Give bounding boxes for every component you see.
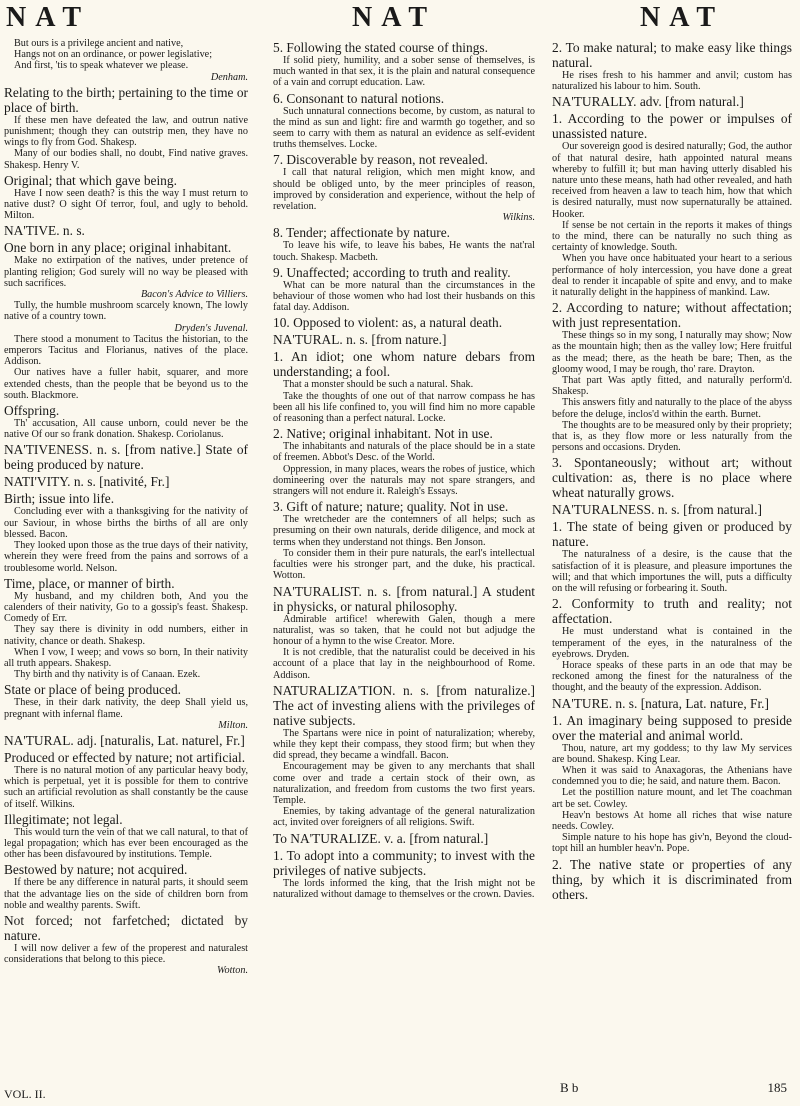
dictionary-definition: Illegitimate; not legal.	[4, 811, 123, 827]
quotation: Make no extirpation of the natives, under pretence of planting religion; God surely will no way be pleased with such sacrifices.	[4, 255, 248, 289]
dictionary-definition: NATURALIZA'TION. n. s. [from naturalize.] The act of investing aliens with the privileges of native subjects.	[273, 682, 535, 728]
dictionary-definition: 1. To adopt into a community; to invest with the privileges of native subjects.	[273, 847, 535, 878]
quotation: The lords informed the king, that the Irish might not be naturalized without damage to themselves or the crown. Davies.	[273, 877, 535, 900]
quotation: Encouragement may be given to any merchants that shall come over and trade a certain stock of their own, as naturalization, and freedom from customs the two first years. Temple.	[273, 761, 535, 806]
quotation: To leave his wife, to leave his babes, He wants the nat'ral touch. Shakesp. Macbeth.	[273, 240, 535, 263]
quotation: That a monster should be such a natural. Shak.	[283, 379, 474, 391]
dictionary-definition: NA'TIVENESS. n. s. [from native.] State of being produced by nature.	[4, 442, 248, 473]
quotation: Concluding ever with a thanksgiving for the nativity of our Saviour, in whose births the births of all are only blessed. Bacon.	[4, 506, 248, 540]
quotation: The inhabitants and naturals of the place should be in a state of freemen. Abbot's Desc. of the World.	[273, 441, 535, 464]
column-left	[4, 38, 248, 1098]
quotation: The thoughts are to be measured only by their propriety; that is, as they flow more or less naturally from the persons and occasions. Dryden.	[552, 419, 792, 454]
quotation: There is no natural motion of any particular heavy body, which is perpetual, yet it is possible for them to contrive such an artificial revolution as shall constantly be the cause of itself. Wilkins.	[4, 764, 248, 810]
dictionary-definition: NA'TIVE. n. s.	[4, 223, 85, 239]
dictionary-definition: 1. An idiot; one whom nature debars from understanding; a fool.	[273, 349, 535, 380]
dictionary-definition: To NA'TURALIZE. v. a. [from natural.]	[273, 830, 489, 846]
quotation: If there be any difference in natural parts, it should seem that the advantage lies on the side of children born from noble and wealthy parents. Swift.	[4, 877, 248, 911]
dictionary-definition: Birth; issue into life.	[4, 491, 115, 507]
dictionary-definition: Time, place, or manner of birth.	[4, 575, 175, 591]
dictionary-definition: 1. According to the power or impulses of unassisted nature.	[552, 111, 792, 142]
quotation: These things so in my song, I naturally may show; Now as the mountain high; then as the valley low; Here fruitful as the mead; there, as the heath be bare; Then, as the gloomy wood, I may be rough, tho' rare. Drayton.	[552, 330, 792, 375]
quotation: If these men have defeated the law, and outrun native punishment; though they can outstrip men, they have no wings to fly from God. Shakesp.	[4, 114, 248, 149]
quotation: I call that natural religion, which men might know, and should be obliged unto, by the meer principles of reason, improved by consideration and experience, without the help of revelation.	[273, 167, 535, 213]
quotation: He must understand what is contained in the temperament of the eyes, in the naturalness of the eyebrows. Dryden.	[552, 626, 792, 660]
dictionary-definition: 2. Conformity to truth and reality; not affectation.	[552, 596, 792, 627]
dictionary-definition: Relating to the birth; pertaining to the time or place of birth.	[4, 84, 248, 115]
quotation: Heav'n bestows At home all riches that wise nature needs. Cowley.	[552, 809, 792, 832]
quotation: Th' accusation, All cause unborn, could never be the native Of our so frank donation. Shakesp. Coriolanus.	[4, 418, 248, 441]
header-word-middle: NAT	[352, 2, 437, 33]
quotation: Enemies, by taking advantage of the general naturalization act, invited over foreigners of all religions. Swift.	[273, 806, 535, 829]
signature-mark: B b	[560, 1080, 579, 1095]
dictionary-definition: 3. Gift of nature; nature; quality. Not in use.	[273, 499, 509, 515]
dictionary-definition: 8. Tender; affectionate by nature.	[273, 225, 451, 241]
quotation: They looked upon those as the true days of their nativity, wherein they were freed from the pains and sorrows of a troublesome world. Nelson.	[4, 540, 248, 574]
quotation: That part Was aptly fitted, and naturally perform'd. Shakesp.	[552, 375, 792, 398]
quotation: Many of our bodies shall, no doubt, Find native graves. Shakesp. Henry V.	[4, 148, 248, 171]
dictionary-definition: State or place of being produced.	[4, 682, 181, 698]
quotation: Take the thoughts of one out of that narrow compass he has been all his life confined to, you will find him no more capable of reasoning than a perfect natural. Locke.	[273, 390, 535, 425]
quotation: This answers fitly and naturally to the place of the abyss before the deluge, inclos'd within the earth. Burnet.	[552, 397, 792, 420]
dictionary-definition: 10. Opposed to violent: as, a natural death.	[273, 315, 503, 331]
dictionary-definition: Original; that which gave being.	[4, 172, 177, 188]
dictionary-definition: NA'TURAL. adj. [naturalis, Lat. naturel, Fr.]	[4, 732, 245, 748]
dictionary-definition: NA'TURE. n. s. [natura, Lat. nature, Fr.]	[552, 695, 769, 711]
quotation: Our natives have a fuller habit, squarer, and more extended chests, than the people that be beyond us to the south. Blackmore.	[4, 367, 248, 401]
quotation: The Spartans were nice in point of naturalization; whereby, while they kept their compass, they stood firm; but when they did spread, they became a windfall. Bacon.	[273, 727, 535, 762]
quotation: If solid piety, humility, and a sober sense of themselves, is much wanted in that sex, it is the plain and natural consequence of a vain and corrupt education. Law.	[273, 55, 535, 89]
quotation: Our sovereign good is desired naturally; God, the author of that natural desire, hath appointed natural means whereby to fulfill it; but man having utterly disabled his nature unto these means, hath had other revealed, and hath received from heaven a law to teach him, how that which is desired naturally, must now supernaturally be attained. Hooker.	[552, 141, 792, 220]
quotation: When it was said to Anaxagoras, the Athenians have condemned you to die; he said, and nature them. Bacon.	[552, 764, 792, 788]
quotation: If sense be not certain in the reports it makes of things to the mind, there can be naturally no such thing as certainty of knowledge. South.	[552, 219, 792, 254]
quotation: But ours is a privilege ancient and native,	[14, 38, 184, 49]
quotation: Horace speaks of these parts in an ode that may be reckoned among the finest for the naturalness of the thought, and the beauty of the expression. Addison.	[552, 659, 792, 694]
quotation: I will now deliver a few of the properest and naturalest considerations that belong to this piece.	[4, 942, 248, 966]
header-word-right: NAT	[640, 2, 725, 33]
column-middle	[273, 38, 535, 1098]
column-right	[552, 38, 792, 1098]
dictionary-definition: Produced or effected by nature; not artificial.	[4, 749, 246, 765]
page-number: 185	[767, 1080, 787, 1095]
header-word-left: NAT	[6, 2, 91, 33]
quotation: Oppression, in many places, wears the robes of justice, which domineering over the naturals may not spare strangers, and strangers will not endure it. Raleigh's Essays.	[273, 463, 535, 498]
quotation: The naturalness of a desire, is the cause that the satisfaction of it is pleasure, and pleasure importunes the will; and that which importunes the will, puts a difficulty on the will refusing or forbearing it. South.	[552, 549, 792, 595]
quotation: Tully, the humble mushroom scarcely known, The lowly native of a country town.	[4, 300, 248, 323]
dictionary-definition: NA'TURALLY. adv. [from natural.]	[552, 94, 744, 110]
quotation: Hangs not on an ordinance, or power legislative;	[14, 49, 213, 61]
dictionary-definition: Not forced; not farfetched; dictated by nature.	[4, 912, 248, 943]
quotation: Let the postillion nature mount, and let The coachman art be set. Cowley.	[552, 787, 792, 810]
quotation-source: Milton.	[218, 719, 248, 731]
dictionary-definition: NA'TURALIST. n. s. [from natural.] A student in physicks, or natural philosophy.	[273, 583, 535, 614]
quotation-source: Dryden's Juvenal.	[174, 322, 248, 334]
running-header	[0, 0, 800, 33]
quotation: The wretcheder are the contemners of all helps; such as presuming on their own naturals, deride diligence, and mock at terms when they understand not things. Ben Jonson.	[273, 514, 535, 548]
dictionary-definition: Bestowed by nature; not acquired.	[4, 862, 188, 878]
dictionary-definition: Offspring.	[4, 403, 60, 419]
page-footer	[560, 1080, 795, 1098]
dictionary-definition: 7. Discoverable by reason, not revealed.	[273, 152, 488, 168]
quotation-source: Wilkins.	[502, 212, 535, 224]
quotation: My husband, and my children both, And you the calenders of their nativity, Go to a gossip's feast. Shakesp. Comedy of Err.	[4, 590, 248, 625]
quotation: And first, 'tis to speak whatever we please.	[14, 60, 189, 72]
dictionary-definition: One born in any place; original inhabitant.	[4, 240, 232, 256]
dictionary-definition: 1. An imaginary being supposed to preside over the material and animal world.	[552, 712, 792, 743]
dictionary-definition: 2. To make natural; to make easy like things natural.	[552, 40, 792, 70]
quotation: Thy birth and thy nativity is of Canaan. Ezek.	[14, 669, 201, 681]
quotation-source: Bacon's Advice to Villiers.	[140, 289, 248, 301]
quotation-source: Denham.	[210, 71, 248, 83]
quotation-source: Wotton.	[216, 965, 248, 977]
dictionary-definition: 5. Following the stated course of things.	[273, 40, 488, 55]
quotation: What can be more natural than the circumstances in the behaviour of those women who had lost their husbands on this fatal day. Addison.	[273, 279, 535, 314]
quotation: It is not credible, that the naturalist could be deceived in his account of a place that lay in the neighbourhood of Rome. Addison.	[273, 647, 535, 681]
quotation: Admirable artifice! wherewith Galen, though a mere naturalist, was so taken, that he could not but adjudge the honour of a hymn to the wise Creator. More.	[273, 613, 535, 647]
quotation: When I vow, I weep; and vows so born, In their nativity all truth appears. Shakesp.	[4, 646, 248, 669]
dictionary-definition: 6. Consonant to natural notions.	[273, 90, 445, 106]
dictionary-definition: NA'TURALNESS. n. s. [from natural.]	[552, 502, 762, 518]
dictionary-definition: 2. The native state or properties of any thing, by which it is discriminated from others.	[552, 856, 792, 902]
quotation: To consider them in their pure naturals, the earl's intellectual faculties were his stronger part, and the duke, his practical. Wotton.	[273, 547, 535, 582]
quotation: He rises fresh to his hammer and anvil; custom has naturalized his labour to him. South.	[552, 70, 792, 93]
quotation: This would turn the vein of that we call natural, to that of legal propagation; which has ever been encouraged as the other has been disfavoured by institutions. Temple.	[4, 826, 248, 861]
quotation: They say there is divinity in odd numbers, either in nativity, chance or death. Shakesp.	[4, 624, 248, 647]
dictionary-definition: 2. Native; original inhabitant. Not in use.	[273, 426, 493, 442]
quotation: Have I now seen death? is this the way I must return to native dust? O sight Of terror, foul, and ugly to behold. Milton.	[4, 187, 248, 222]
quotation: These, in their dark nativity, the deep Shall yield us, pregnant with infernal flame.	[4, 697, 248, 720]
quotation: There stood a monument to Tacitus the historian, to the emperors Tacitus and Florianus, natives of the place. Addison.	[4, 333, 248, 368]
dictionary-definition: NA'TURAL. n. s. [from nature.]	[273, 332, 447, 348]
quotation: Thou, nature, art my goddess; to thy law My services are bound. Shakesp. King Lear.	[552, 742, 792, 765]
quotation: Such unnatural connections become, by custom, as natural to the mind as sun and light: fire and warmth go together, and so seem to carry with them as natural an evidence as self-evident truths themselves. Locke.	[273, 105, 535, 151]
quotation: When you have once habituated your heart to a serious performance of holy intercession, you have done a great deal to render it incapable of spite and envy, and to make it naturally delight in the happiness of mankind. Law.	[552, 253, 792, 299]
quotation: Simple nature to his hope has giv'n, Beyond the cloud-topt hill an humbler heav'n. Pope.	[552, 832, 792, 855]
dictionary-definition: 9. Unaffected; according to truth and reality.	[273, 264, 511, 280]
dictionary-definition: 2. According to nature; without affectation; with just representation.	[552, 300, 792, 331]
volume-label: VOL. II.	[4, 1087, 46, 1101]
dictionary-definition: 1. The state of being given or produced by nature.	[552, 519, 792, 550]
dictionary-definition: NATI'VITY. n. s. [nativité, Fr.]	[4, 474, 170, 490]
dictionary-definition: 3. Spontaneously; without art; without cultivation: as, there is no place where wheat naturally grows.	[552, 455, 792, 501]
